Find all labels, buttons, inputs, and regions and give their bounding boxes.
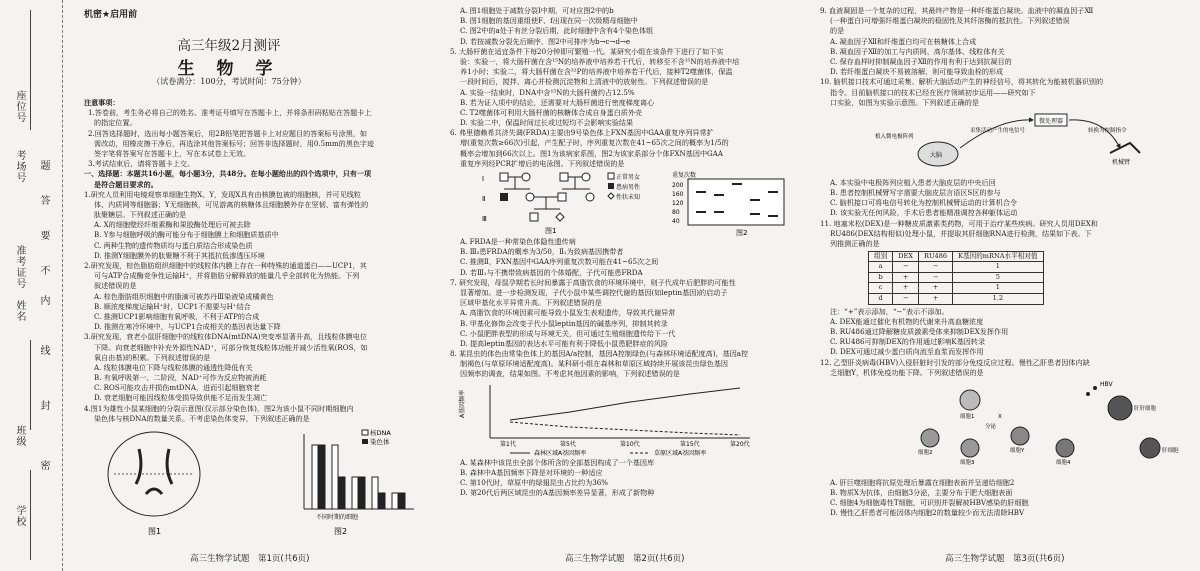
page3-lines-d	[820, 478, 1192, 518]
text-line: D. 推测Y细胞膜外的肽聚糖不利于其抵抗低渗透压环境	[94, 250, 265, 260]
page1-text	[84, 98, 429, 544]
immune-label: 细胞3	[960, 459, 975, 466]
text-line: D. 实验二中，保温时间过长或过短均不会影响实验结果	[460, 118, 634, 128]
text-line: 养1小时；实验二，将大肠杆菌在含³²P的培养液中培养若干代后，接种T2噬菌体，保温	[460, 67, 733, 77]
table-cell: +	[893, 283, 919, 294]
table-cell: +	[918, 283, 952, 294]
table-row	[869, 272, 1044, 283]
cell-icon	[921, 429, 939, 447]
chromosome	[136, 449, 141, 484]
text-line: C. 小鼠肥胖表型的形成与环境无关，但可通过生殖细胞遗传给下一代	[460, 328, 676, 338]
page3-lines-c	[820, 317, 1192, 378]
table-header-row	[869, 251, 1044, 262]
legend-forest: 森林区域A基因频率	[534, 449, 587, 457]
text-line: 3.考试结束后，请将答题卡上交。	[88, 159, 195, 169]
chromosome	[146, 489, 162, 494]
text-line: B. 凝血因子Ⅻ的加工与内质网、高尔基体、线粒体有关	[830, 46, 1005, 56]
bci-instruct: 转换为控制指令	[1088, 127, 1127, 134]
page2-lines-b	[450, 237, 805, 379]
seal-word: 不	[38, 265, 49, 275]
table-cell: −	[918, 262, 952, 273]
page1-lines	[84, 98, 429, 423]
gel-band	[768, 215, 778, 217]
page3-footer: 高三生物学试题 第3页(共6页)	[945, 554, 1065, 564]
q4-figure-svg	[84, 424, 429, 544]
immune-label: 细胞4	[1056, 459, 1071, 466]
text-line: D. 第20代后两区域昆虫的A基因频率差异显著，形成了新物种	[460, 488, 655, 498]
bar	[332, 445, 338, 509]
gel-ytick: 40	[672, 218, 680, 225]
text-line: 显著增加。进一步检测发现，子代小鼠中某些调控代谢的基因(如leptin基因)的启动子	[460, 287, 728, 297]
gel-band	[696, 191, 706, 193]
gel-band	[696, 211, 706, 213]
text-line: 7. 研究发现，母鼠孕期若长时间暴露于高脂饮食的环境环境中，则子代成年后肥胖的可能性	[450, 277, 736, 287]
pedigree-female	[582, 173, 590, 181]
table-cell: 1.2	[953, 293, 1043, 304]
gel-ytick: 80	[672, 209, 680, 216]
table-row	[869, 293, 1044, 304]
immune-label: X	[998, 413, 1002, 420]
table-note: 注：“+”表示添加，“−”表示不添加。	[830, 306, 949, 316]
text-line: B. 甲基化修饰会改变子代小鼠leptin基因的碱基序列，抑制其转录	[460, 318, 668, 328]
text-line: 氧自由基)的积累。下列叙述错误的是	[94, 352, 211, 362]
text-line: 一段时间后，搅拌、离心并检测沉淀物和上清液中的放射性。下列叙述错误的是	[460, 77, 709, 87]
gel-band	[768, 191, 778, 193]
bci-diagram	[820, 108, 1192, 178]
page1-footer: 高三生物学试题 第1页(共6页)	[190, 554, 310, 564]
exam-note: （试卷满分：100分，考试时间：75分钟）	[152, 77, 306, 86]
page3-lines-b	[820, 178, 1192, 249]
virus-icon	[1093, 386, 1097, 390]
text-line: 的指定位置。	[94, 118, 137, 128]
q8-chart-svg	[450, 380, 805, 458]
confidential-label: 机密★启用前	[84, 10, 138, 20]
legend-swatch-dna	[362, 430, 368, 435]
text-line: A. 凝血因子Ⅻ和纤维蛋白均可在核糖体上合成	[830, 36, 977, 46]
text-line: 10. 脑机接口技术可通过采集、解析大脑活动产生的神经信号，将其转化为能被机器识别的	[820, 77, 1104, 87]
gel-band	[750, 199, 760, 201]
immune-label: 肝肝细胞	[1134, 405, 1157, 412]
school-line	[30, 470, 31, 560]
immune-label: 肝细胞	[1162, 447, 1179, 454]
page3-lines-a	[820, 6, 1192, 107]
text-line: B. 若为证入项中的结论，还需要对大肠杆菌进行密度梯度离心	[460, 97, 655, 107]
freq-xtick: 第15代	[680, 440, 700, 448]
text-line: 概率会增加到66次以上。图1为该病家系图，图2为该家系部分个体FXN基因中GAA	[460, 148, 723, 158]
table-cell: d	[869, 293, 893, 304]
bar	[392, 493, 398, 509]
seat-field: 座位号	[14, 90, 25, 123]
text-line: C. 细胞4为细胞毒性T细胞，可识别并裂解被HBV感染的肝细胞	[830, 498, 1029, 508]
pedigree-female	[586, 193, 594, 201]
class-line	[30, 340, 31, 430]
text-line: 6. 弗里德赖希共济失调(FRDA)主要由9号染色体上FXN基因中GAA重复序列异常扩	[450, 128, 714, 138]
q12-figure	[820, 378, 1192, 478]
bar	[352, 477, 358, 509]
text-line: B. 图1细胞的基因重组使F、f出现在同一次级精母细胞中	[460, 16, 638, 26]
pedigree-female	[526, 193, 534, 201]
text-line: 制褐色(与草原环境适配度高)。某科研小组在森林和草原区域持续开展该昆虫绿色基因	[460, 359, 729, 369]
seal-word: 答	[38, 195, 49, 205]
immune-diagram	[820, 378, 1192, 478]
text-line: 3.研究发现，衰老小鼠肝细胞中的线粒体DNA(mtDNA)突变率显著升高，且线粒体膜电位	[84, 332, 367, 342]
table-cell: −	[893, 293, 919, 304]
k-gene-table	[868, 251, 1044, 305]
bar	[372, 477, 378, 509]
bar	[339, 477, 345, 509]
freq-ylabel: A基因频率	[459, 389, 466, 418]
table-cell: b	[869, 272, 893, 283]
text-line: D. 该实验无任何风险，手术后患者能精准调控各种躯体运动	[830, 208, 1018, 218]
text-line: 4.图1为雄性小鼠某细胞的分裂示意图(仅示部分染色体)，图2为该小鼠不同时期细胞内	[84, 403, 354, 413]
text-line: 染色体与核DNA的数量关系。不考虑染色体变异，下列叙述正确的是	[94, 413, 310, 423]
cell-icon	[1056, 439, 1074, 457]
text-line: D. 慢性乙肝患者可能因体内细胞2的数量较少而无法清除HBV	[830, 508, 1025, 518]
text-line: 9. 血液凝固是一个复杂的过程，其最终产物是一种纤维蛋白凝块。血液中的凝血因子Ⅻ	[820, 6, 1094, 15]
text-line: A. 高脂饮食的环境因素可能导致小鼠发生表观遗传，导致其代谢异常	[460, 308, 676, 318]
text-line: C. 推测Ⅱ，FXN基因中GAA序列重复次数可能在41~65次之间	[460, 257, 659, 267]
page2-footer: 高三生物学试题 第2页(共6页)	[565, 554, 685, 564]
text-line: 8. 某昆虫的体色由常染色体上的基因A/a控制，基因A控制绿色(与森林环境适配度高)，基因a控	[450, 349, 749, 359]
table-header: 组别	[869, 251, 893, 262]
gel-ylabel: 重复次数	[672, 172, 697, 179]
text-line: 重复序列经PCR扩增后的电泳图。下列叙述错误的是	[460, 158, 625, 168]
text-line: A. 本实验中电极阵列应植入患者大脑皮层的中央后回	[830, 177, 996, 187]
table-cell: 1	[953, 262, 1043, 273]
cell-icon	[960, 390, 980, 410]
gel-band	[714, 194, 724, 196]
table-header: DEX	[893, 251, 919, 262]
q6-figures	[450, 169, 805, 237]
freq-xtick: 第5代	[560, 440, 576, 448]
text-line: B. 顺浓度梯度运输H⁺时，UCP1不需要与H⁺结合	[94, 301, 251, 311]
gel-frame	[688, 179, 784, 225]
text-line: C. 脑机接口可将电信号转化为控制机械臂运动的计算机合令	[830, 198, 1018, 208]
fig2-chart	[304, 434, 414, 509]
q4-figures	[84, 424, 429, 544]
text-line: D. 推测在寒冷环境中，与UCP1合成相关的基因表达量下降	[94, 322, 281, 332]
text-line: 可与ATP合成酶竞争性运输H⁺，并将脂肪分解释放的能量几乎全部转化为热能。下列	[94, 271, 360, 281]
exam-title: 高三年级2月测评	[177, 38, 281, 54]
forest-series	[510, 388, 740, 420]
text-line: C. RU486可抑制DEX的作用通过影响K基因转录	[830, 337, 986, 347]
text-line: 一、选择题：本题共16小题，每小题3分，共48分。在每小题给出的四个选项中，只有一项	[84, 169, 372, 179]
table-cell: 5	[953, 272, 1043, 283]
gel-band	[750, 213, 760, 215]
q6-figure-svg	[450, 169, 805, 237]
gel-ytick: 160	[672, 191, 684, 198]
text-line: 验：实验一，将大肠杆菌在含¹⁵N的培养液中培养若干代后，转移至不含¹⁵N的培养液中培	[460, 56, 740, 66]
gen-label: Ⅱ	[482, 195, 486, 203]
bci-robot: 机械臂	[1112, 158, 1131, 166]
text-line: D. 提高leptin基因的表达水平可能有利于降低小鼠患肥胖症的风险	[460, 338, 668, 348]
liver-cell-icon	[1140, 438, 1160, 458]
pedigree-affected-male	[500, 193, 508, 201]
name-field: 姓名	[14, 300, 25, 322]
cell-icon	[961, 439, 979, 457]
text-line: B. 患者控制机械臂写字需要大脑皮层言语区S区的参与	[830, 188, 1001, 198]
text-line: A. X的细胞壁经纤维素酶和果胶酶处理后可被去除	[94, 220, 251, 230]
text-line: 口实验，如图为实验示意图。下列叙述正确的是	[830, 97, 979, 107]
text-line: 叙述错误的是	[94, 281, 137, 291]
text-line: A. FRDA是一种常染色体隐性遗传病	[460, 237, 576, 246]
text-line: 1.答卷前，考生务必将自己的姓名、准考证号填写在答题卡上，并将条形码粘贴在答题卡上	[88, 108, 372, 118]
text-line: A. 图1细胞处于减数分裂Ⅰ中期，可对应图2中的b	[460, 6, 614, 15]
legend-chromosome: 染色体	[370, 438, 390, 446]
fig1-caption: 图1	[148, 527, 162, 536]
bar	[379, 493, 385, 509]
text-line: D. 若纤维蛋白凝块不易被溶解，则可能导致血栓的形成	[830, 67, 1004, 77]
pedigree-male	[500, 173, 508, 181]
seal-word: 题	[38, 160, 49, 170]
robot-arm-icon	[1110, 143, 1140, 153]
text-line: B. Ⅲ₂患FRDA的概率为3/50，Ⅱ₁为致病基因携带者	[460, 247, 624, 257]
legend-affected-symbol	[608, 183, 614, 189]
page2-lines-c	[450, 458, 805, 498]
text-line: 乏细胞Y，机体免疫功能下降。下列叙述错误的是	[830, 367, 984, 377]
fig2-xlabel: 不同时期的细胞	[316, 514, 359, 521]
seal-word: 密	[38, 460, 49, 470]
freq-xtick: 第1代	[500, 440, 516, 448]
text-line: A. DEX能通过催化有机物的代谢来升高血糖浓度	[830, 316, 984, 326]
table-cell: −	[918, 272, 952, 283]
upper-line	[30, 10, 31, 130]
text-line: 因频率的调查，结果如图。不考虑其他因素的影响，下列叙述错误的是	[460, 369, 680, 379]
freq-xtick: 第20代	[730, 440, 750, 448]
q10-figure	[820, 108, 1192, 178]
text-line: B. RU486通过降解糖皮质激素受体来抑制DEX发挥作用	[830, 326, 1009, 336]
freq-xtick: 第10代	[620, 440, 640, 448]
liver-cell-icon	[1108, 396, 1132, 420]
legend-dna: 核DNA	[370, 429, 391, 437]
text-line: D. DEX可通过减少蛋白质向流至血浆而发挥作用	[830, 347, 984, 357]
text-line: B. 物质X为抗体，由细胞3分泌，主要分布于肥大细胞表面	[830, 488, 1013, 498]
grassland-series	[510, 422, 740, 435]
text-line: 5. 大肠杆菌在适宜条件下每20分钟即可繁殖一代。某研究小组在该条件下进行了如下实	[450, 46, 724, 56]
legend-normal-symbol	[608, 173, 614, 179]
virus-icon	[1086, 392, 1090, 396]
page2-text	[450, 6, 805, 498]
text-line: C. T2噬菌体可利用大肠杆菌的核糖体合成自身蛋白质外壳	[460, 107, 643, 117]
exam-id-field: 准考证号	[14, 245, 25, 289]
table-header: RU486	[918, 251, 952, 262]
text-line: A. 某森林中该昆虫全部个体所含的全部基因构成了一个基因库	[460, 457, 655, 467]
text-line: 12. 乙型肝炎病毒(HBV)入侵肝脏时引发的部分免疫反应过程。慢性乙肝患者因体内缺	[820, 357, 1090, 367]
page3-text	[820, 6, 1192, 519]
class-field: 班级	[14, 425, 25, 447]
text-line: 指令。目前脑机接口的技术已经在医疗领域初步运用——研究如下	[830, 87, 1036, 97]
q8-figure	[450, 380, 805, 458]
pedigree-male	[560, 173, 568, 181]
text-line: D. 衰老细胞可能因线粒体受损导致供能不足而发生凋亡	[94, 393, 268, 403]
bci-signal: 采集活动产生的电信号	[970, 127, 1026, 134]
text-line: 需改动，用橡皮擦干净后，再选涂其他答案标号；回答非选择题时，用0.5mm的黑色字迹	[94, 138, 375, 148]
pedigree-female	[522, 173, 530, 181]
immune-label: 细胞Y	[1010, 447, 1025, 454]
text-line: RU486(DEX结构相似)处理小鼠，并提取其肝细胞RNA进行检测，结果如下表。下	[830, 228, 1092, 238]
text-line: 2.回答选择题时，选出每小题答案后，用2B铅笔把答题卡上对应题目的答案标号涂黑，如	[88, 128, 367, 138]
text-line: 体、内质网等细胞器；Y无细胞核，可见游离的核糖体且细胞膜外存在坚韧、富有弹性的	[94, 199, 369, 209]
text-line: 注意事项：	[84, 98, 120, 107]
cell-icon	[1011, 427, 1029, 445]
gel-band	[714, 211, 724, 213]
immune-label: 细胞2	[918, 449, 933, 456]
legend-swatch-chromosome	[362, 439, 368, 444]
text-line: 的是	[830, 26, 845, 36]
pedigree-male	[530, 213, 538, 221]
text-line: A. 肝巨噬细胞将抗原处理后暴露在细胞表面并呈递给细胞2	[830, 477, 1015, 487]
immune-label: HBV	[1100, 380, 1113, 388]
text-line: B. 森林中A基因频率下降是对环境的一种适应	[460, 467, 603, 477]
text-line: B. 有氧呼吸第一、二阶段，NAD⁺可作为反应物被消耗	[94, 373, 267, 383]
bar	[399, 493, 405, 509]
legend-affected: 患病男性	[616, 184, 641, 191]
gen-label: Ⅰ	[482, 175, 485, 183]
gel-ytick: 120	[672, 200, 684, 207]
subject-title: 生 物 学	[177, 59, 281, 79]
text-line: C. 推测UCP1影响细胞有氧呼吸，不利于ATP的合成	[94, 311, 260, 321]
gen-label: Ⅲ	[482, 215, 487, 223]
pedigree-unknown	[556, 213, 564, 221]
text-line: D. 若Ⅲ₁与不携带致病基因的个体婚配，子代可能患FRDA	[460, 267, 643, 277]
text-line: C. 两种生物的遗传物质均与蛋白质结合形成染色质	[94, 240, 253, 250]
fig2-caption: 图2	[334, 527, 348, 536]
text-line: A. 实验一结束时，DNA中含¹⁵N的大肠杆菌约占12.5%	[460, 87, 635, 97]
text-line: C. 第10代时，草原中的绿翅昆虫占比约为36%	[460, 478, 608, 487]
seal-word: 内	[38, 295, 49, 305]
chromosome	[167, 449, 172, 484]
gel-caption: 图2	[736, 229, 748, 237]
text-line: D. 若按减数分裂先后顺序，图2中可排序为b→c→d→e	[460, 36, 631, 46]
seal-word: 封	[38, 400, 49, 410]
seal-word: 线	[38, 345, 49, 355]
pedigree-caption: 图1	[545, 227, 557, 235]
room-field: 考场号	[14, 150, 25, 183]
legend-unknown-symbol	[608, 193, 614, 199]
table-row	[869, 262, 1044, 273]
table-cell: +	[918, 293, 952, 304]
immune-label: 细胞1	[960, 413, 975, 420]
text-line: C. 图2中的a处于有丝分裂后期，此时细胞中含有4个染色体组	[460, 26, 654, 36]
table-cell: 1	[953, 283, 1043, 294]
text-line: A. 线粒体膜电位下降与线粒体膜的通透性降低有关	[94, 362, 253, 372]
table-cell: a	[869, 262, 893, 273]
text-line: 1.研究人员利用电镜观察单细胞生物X、Y，发现X具有由核膜包被的细胞核，并可见线粒	[84, 189, 361, 199]
pedigree-male	[558, 193, 566, 201]
seal-word: 要	[38, 230, 49, 240]
table-cell: +	[893, 272, 919, 283]
bci-chip: 植入微电极阵列	[875, 133, 914, 140]
text-line: 签字笔将答案写在答题卡上，写在本试卷上无效。	[94, 148, 251, 158]
binding-strip	[0, 0, 63, 571]
school-field: 学校	[14, 505, 25, 527]
text-line: 11. 地塞米松(DEX)是一种糖皮质激素类药物，可用于治疗某些疾病。研究人员用DEX和	[820, 218, 1098, 228]
text-line: (一种蛋白)可增强纤维蛋白凝块的稳固性及其纤溶酶的抵抗性。下列叙述错误	[830, 16, 1070, 26]
text-line: B. Y参与细胞呼吸的酶可能分布于细胞膜上和细胞质基质中	[94, 230, 279, 240]
text-line: 列推测正确的是	[830, 239, 880, 248]
page2-lines-a	[450, 6, 805, 168]
text-line: 是符合题目要求的。	[94, 179, 158, 189]
text-line: C. ROS可能攻击并损伤mtDNA，进而引起细胞衰老	[94, 383, 260, 393]
legend-unknown: 性状未知	[616, 194, 641, 201]
table-header: K基因的mRNA水平相对值	[953, 251, 1043, 262]
text-line: C. 保存血样时抑制凝血因子Ⅻ的作用有利于达到抗凝目的	[830, 56, 1012, 66]
legend-normal: 正常男女	[616, 174, 641, 181]
table-row	[869, 283, 1044, 294]
gel-ytick: 200	[672, 182, 684, 189]
gel-band	[732, 183, 742, 185]
immune-label: 分泌	[985, 423, 997, 430]
text-line: A. 棕色脂肪组织细胞中的脂滴可被苏丹Ⅲ染液染成橘黄色	[94, 291, 274, 301]
bar	[312, 445, 318, 509]
bar	[319, 445, 325, 509]
text-line: 区域甲基化水平异常升高。下列叙述错误的是	[460, 298, 602, 308]
legend-grassland: 草原区域A基因频率	[654, 449, 707, 457]
text-line: 增(重复次数≥66次)引起，产生配子时，序列重复次数在41~65次之间的概率为1/5的	[460, 138, 729, 148]
text-line: 肽聚糖层。下列叙述正确的是	[94, 210, 187, 220]
bci-decoder: 微处理器	[1039, 117, 1064, 125]
text-line: 下降。向衰老细胞中补充外源性NAD⁺，可部分恢复线粒体功能并减少活性氧(ROS，如	[94, 342, 368, 352]
text-line: 2.研究发现，棕色脂肪组织细胞中的线粒体内膜上存在一种特殊的通道蛋白——UCP1，其	[84, 261, 367, 270]
bar	[359, 477, 365, 509]
table-cell: −	[893, 262, 919, 273]
bci-brain: 大脑	[930, 151, 943, 159]
table-cell: c	[869, 283, 893, 294]
